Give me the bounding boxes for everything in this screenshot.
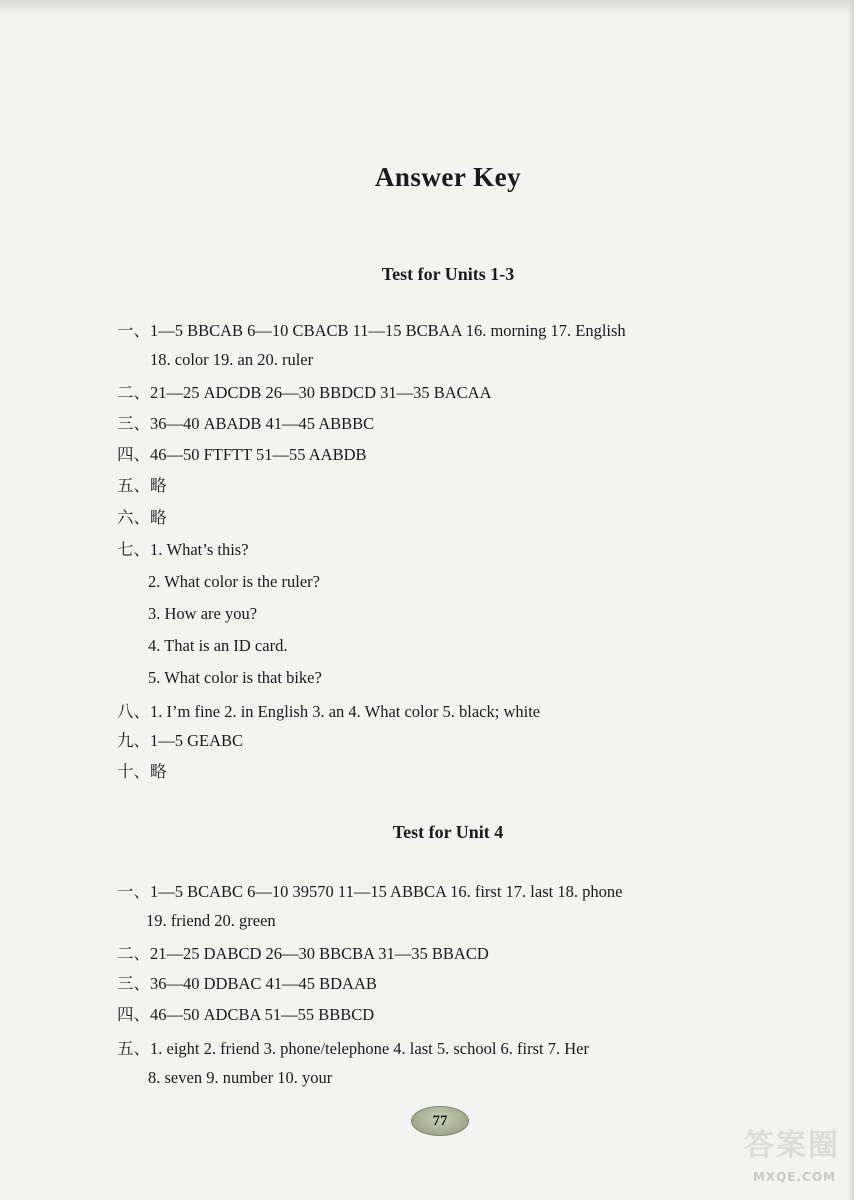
answer-line: 一、1—5 BCABC 6—10 39570 11—15 ABBCA 16. first 17. last 18. phone [117, 882, 623, 901]
answer-line: 五、略 [117, 476, 167, 495]
answer-line: 二、21—25 ADCDB 26—30 BBDCD 31—35 BACAA [117, 383, 492, 402]
answer-line: 十、略 [117, 762, 167, 781]
answer-line: 九、1—5 GEABC [117, 731, 244, 750]
scan-edge-top [0, 0, 854, 14]
answer-line: 8. seven 9. number 10. your [148, 1068, 333, 1087]
answer-line: 四、46—50 FTFTT 51—55 AABDB [117, 445, 367, 464]
answer-line: 19. friend 20. green [146, 911, 276, 930]
answer-line: 5. What color is that bike? [148, 668, 322, 687]
answer-line: 2. What color is the ruler? [148, 572, 320, 591]
answer-line: 三、36—40 ABADB 41—45 ABBBC [117, 414, 375, 433]
page-number: 77 [411, 1106, 469, 1136]
answer-line: 五、1. eight 2. friend 3. phone/telephone 4. last 5. school 6. first 7. Her [117, 1039, 589, 1058]
page-title: Answer Key [374, 162, 522, 192]
answer-line: 八、1. I’m fine 2. in English 3. an 4. What color 5. black; white [117, 702, 541, 721]
answer-line: 六、略 [117, 508, 167, 527]
answer-line: 4. That is an ID card. [148, 636, 288, 655]
watermark-url: MXQE.COM [752, 1170, 836, 1184]
answer-line: 一、1—5 BBCAB 6—10 CBACB 11—15 BCBAA 16. morning 17. English [117, 321, 626, 340]
section-heading-units-1-3: Test for Units 1-3 [381, 264, 515, 284]
watermark-logo: 答案圈 [744, 1128, 840, 1163]
answer-line: 二、21—25 DABCD 26—30 BBCBA 31—35 BBACD [117, 944, 489, 963]
answer-line: 七、1. What’s this? [117, 540, 249, 559]
answer-line: 3. How are you? [148, 604, 258, 623]
answer-line: 四、46—50 ADCBA 51—55 BBBCD [117, 1005, 375, 1024]
section-heading-unit-4: Test for Unit 4 [392, 822, 504, 842]
answer-line: 三、36—40 DDBAC 41—45 BDAAB [117, 974, 377, 993]
answer-line: 18. color 19. an 20. ruler [150, 350, 314, 369]
